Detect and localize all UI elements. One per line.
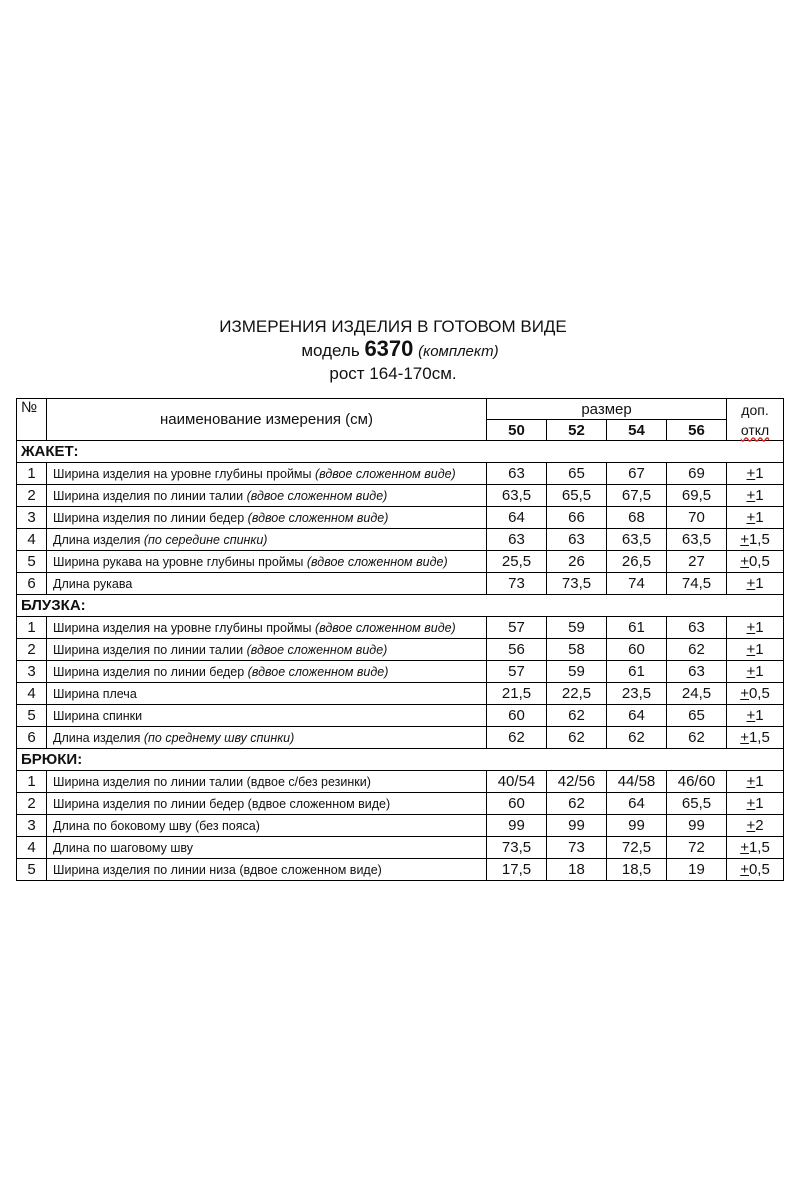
measurement-name-cell (47, 793, 487, 815)
deviation-value: 1 (755, 773, 764, 790)
plus-minus-sign: + (746, 487, 756, 504)
deviation-cell (727, 859, 784, 881)
measurement-name: Длина изделия (53, 730, 144, 745)
size-value: 59 (547, 661, 607, 683)
table-row (17, 859, 784, 881)
size-value: 69 (667, 463, 727, 485)
deviation-cell (727, 463, 784, 485)
plus-minus-sign: + (740, 729, 749, 746)
measurement-note: (вдвое сложенном виде) (314, 620, 456, 635)
section-row (17, 595, 784, 617)
measurement-name-cell (47, 463, 487, 485)
size-value: 69,5 (667, 485, 727, 507)
measurement-name: Длина рукава (53, 576, 133, 591)
row-number: 1 (17, 771, 47, 793)
deviation-value: 1,5 (748, 729, 770, 746)
header-row (17, 399, 784, 420)
header-size-56: 56 (667, 420, 727, 441)
size-value: 61 (607, 661, 667, 683)
plus-minus-sign: + (740, 531, 749, 548)
table-row (17, 705, 784, 727)
size-value: 62 (667, 639, 727, 661)
plus-minus-sign: + (746, 575, 756, 592)
header-deviation-line1: доп. (741, 401, 769, 418)
row-number: 2 (17, 639, 47, 661)
size-value: 67,5 (607, 485, 667, 507)
table-row (17, 639, 784, 661)
size-value: 64 (607, 705, 667, 727)
size-value: 18,5 (607, 859, 667, 881)
measurement-name: Ширина изделия по линии бедер (вдвое сложенном виде) (53, 796, 391, 811)
size-value: 99 (547, 815, 607, 837)
deviation-value: 1 (755, 795, 764, 812)
section-row (17, 749, 784, 771)
size-value: 22,5 (547, 683, 607, 705)
plus-minus-sign: + (740, 861, 749, 878)
size-value: 73,5 (487, 837, 547, 859)
header-size-52: 52 (547, 420, 607, 441)
table-row (17, 661, 784, 683)
deviation-cell (727, 529, 784, 551)
table-row (17, 485, 784, 507)
size-value: 59 (547, 617, 607, 639)
size-value: 61 (607, 617, 667, 639)
deviation-value: 2 (755, 817, 764, 834)
measurement-name: Длина по шаговому шву (53, 840, 194, 855)
deviation-value: 1 (755, 707, 764, 724)
size-value: 63 (547, 529, 607, 551)
table-row (17, 793, 784, 815)
deviation-value: 1 (755, 641, 764, 658)
deviation-cell (727, 727, 784, 749)
measurement-note: (вдвое сложенном виде) (246, 488, 388, 503)
measurement-name: Длина изделия (53, 532, 144, 547)
table-row (17, 727, 784, 749)
measurement-note: (вдвое сложенном виде) (247, 664, 389, 679)
size-value: 19 (667, 859, 727, 881)
size-value: 42/56 (547, 771, 607, 793)
row-number: 4 (17, 837, 47, 859)
size-value: 62 (547, 705, 607, 727)
deviation-value: 1 (755, 487, 764, 504)
measurement-name-cell (47, 507, 487, 529)
plus-minus-sign: + (746, 795, 756, 812)
size-value: 56 (487, 639, 547, 661)
size-value: 62 (547, 793, 607, 815)
title-block (0, 316, 800, 385)
size-value: 63 (487, 463, 547, 485)
measurement-name-cell (47, 529, 487, 551)
section-row (17, 441, 784, 463)
size-value: 57 (487, 661, 547, 683)
deviation-cell (727, 485, 784, 507)
header-name: наименование измерения (см) (47, 399, 487, 441)
plus-minus-sign: + (746, 663, 756, 680)
size-value: 74 (607, 573, 667, 595)
measurement-name-cell (47, 573, 487, 595)
deviation-value: 0,5 (748, 861, 770, 878)
table-row (17, 551, 784, 573)
measurement-name-cell (47, 683, 487, 705)
row-number: 1 (17, 617, 47, 639)
measurement-name: Ширина изделия на уровне глубины проймы (53, 620, 315, 635)
deviation-cell (727, 573, 784, 595)
size-value: 60 (487, 793, 547, 815)
measurement-note: (по среднему шву спинки) (143, 730, 295, 745)
table-row (17, 507, 784, 529)
deviation-cell (727, 551, 784, 573)
deviation-value: 0,5 (748, 553, 770, 570)
size-value: 46/60 (667, 771, 727, 793)
size-value: 60 (487, 705, 547, 727)
measurement-note: (по середине спинки) (143, 532, 268, 547)
plus-minus-sign: + (746, 619, 756, 636)
plus-minus-sign: + (740, 553, 749, 570)
measurement-note: (вдвое сложенном виде) (246, 642, 388, 657)
size-value: 63 (667, 617, 727, 639)
size-value: 74,5 (667, 573, 727, 595)
measurement-name-cell (47, 551, 487, 573)
row-number: 5 (17, 859, 47, 881)
size-value: 66 (547, 507, 607, 529)
deviation-value: 1 (755, 575, 764, 592)
deviation-value: 1 (755, 619, 764, 636)
measurements-table (16, 398, 784, 881)
deviation-value: 1 (755, 509, 764, 526)
header-deviation-line2: откл (740, 421, 770, 438)
size-value: 62 (667, 727, 727, 749)
measurement-name: Ширина изделия по линии талии (вдвое с/без резинки) (53, 774, 371, 789)
deviation-value: 1 (755, 663, 764, 680)
deviation-value: 0,5 (748, 685, 770, 702)
deviation-cell (727, 617, 784, 639)
measurement-name: Ширина рукава на уровне глубины проймы (53, 554, 307, 569)
size-value: 23,5 (607, 683, 667, 705)
row-number: 4 (17, 683, 47, 705)
size-value: 62 (487, 727, 547, 749)
deviation-value: 1 (755, 465, 764, 482)
size-value: 17,5 (487, 859, 547, 881)
row-number: 4 (17, 529, 47, 551)
table-row (17, 529, 784, 551)
size-value: 73 (487, 573, 547, 595)
size-value: 18 (547, 859, 607, 881)
size-value: 65 (667, 705, 727, 727)
model-number: 6370 (364, 336, 414, 361)
measurement-name: Ширина изделия по линии бедер (53, 510, 248, 525)
size-value: 63 (487, 529, 547, 551)
header-size-54: 54 (607, 420, 667, 441)
plus-minus-sign: + (746, 509, 756, 526)
plus-minus-sign: + (740, 839, 749, 856)
deviation-cell (727, 661, 784, 683)
deviation-cell (727, 771, 784, 793)
header-size: размер (487, 399, 727, 420)
deviation-value: 1,5 (748, 839, 770, 856)
measurement-name: Ширина изделия по линии низа (вдвое сложенном виде) (53, 862, 382, 877)
size-value: 73,5 (547, 573, 607, 595)
page-title: ИЗМЕРЕНИЯ ИЗДЕЛИЯ В ГОТОВОМ ВИДЕ (219, 317, 567, 336)
size-value: 99 (607, 815, 667, 837)
measurement-name: Ширина изделия по линии бедер (53, 664, 248, 679)
row-number: 5 (17, 705, 47, 727)
table-row (17, 463, 784, 485)
size-value: 73 (547, 837, 607, 859)
size-value: 64 (487, 507, 547, 529)
header-size-50: 50 (487, 420, 547, 441)
size-value: 58 (547, 639, 607, 661)
plus-minus-sign: + (746, 773, 756, 790)
section-label: БРЮКИ: (17, 749, 784, 771)
plus-minus-sign: + (746, 465, 756, 482)
measurement-name-cell (47, 815, 487, 837)
measurement-name-cell (47, 859, 487, 881)
size-value: 62 (607, 727, 667, 749)
row-number: 2 (17, 485, 47, 507)
size-value: 26,5 (607, 551, 667, 573)
table-row (17, 837, 784, 859)
size-value: 40/54 (487, 771, 547, 793)
size-value: 99 (667, 815, 727, 837)
size-value: 72,5 (607, 837, 667, 859)
row-number: 2 (17, 793, 47, 815)
deviation-cell (727, 507, 784, 529)
measurement-name: Ширина плеча (53, 686, 137, 701)
header-no: № (17, 399, 47, 441)
measurement-name-cell (47, 771, 487, 793)
plus-minus-sign: + (746, 707, 756, 724)
deviation-cell (727, 639, 784, 661)
measurement-name-cell (47, 485, 487, 507)
size-value: 65,5 (667, 793, 727, 815)
size-value: 72 (667, 837, 727, 859)
size-value: 68 (607, 507, 667, 529)
size-value: 64 (607, 793, 667, 815)
size-value: 26 (547, 551, 607, 573)
measurement-name-cell (47, 661, 487, 683)
size-value: 63 (667, 661, 727, 683)
measurement-name: Ширина изделия по линии талии (53, 642, 247, 657)
deviation-cell (727, 705, 784, 727)
size-value: 25,5 (487, 551, 547, 573)
measurement-name-cell (47, 727, 487, 749)
size-value: 60 (607, 639, 667, 661)
table-row (17, 573, 784, 595)
measurement-name: Длина по боковому шву (без пояса) (53, 818, 260, 833)
size-value: 21,5 (487, 683, 547, 705)
measurement-name-cell (47, 617, 487, 639)
deviation-cell (727, 837, 784, 859)
table-row (17, 617, 784, 639)
plus-minus-sign: + (746, 817, 756, 834)
row-number: 6 (17, 727, 47, 749)
measurement-name-cell (47, 639, 487, 661)
row-number: 3 (17, 815, 47, 837)
section-label: БЛУЗКА: (17, 595, 784, 617)
table-row (17, 683, 784, 705)
size-value: 65,5 (547, 485, 607, 507)
measurement-name: Ширина изделия на уровне глубины проймы (53, 466, 315, 481)
deviation-value: 1,5 (748, 531, 770, 548)
section-label: ЖАКЕТ: (17, 441, 784, 463)
deviation-cell (727, 683, 784, 705)
size-value: 44/58 (607, 771, 667, 793)
row-number: 5 (17, 551, 47, 573)
measurement-note: (вдвое сложенном виде) (247, 510, 389, 525)
model-label: модель (301, 341, 360, 360)
size-value: 63,5 (667, 529, 727, 551)
measurement-name: Ширина изделия по линии талии (53, 488, 247, 503)
table-row (17, 815, 784, 837)
header-deviation (727, 399, 784, 441)
size-value: 57 (487, 617, 547, 639)
plus-minus-sign: + (740, 685, 749, 702)
height-line: рост 164-170см. (329, 364, 457, 383)
size-value: 62 (547, 727, 607, 749)
deviation-cell (727, 793, 784, 815)
measurement-name-cell (47, 705, 487, 727)
measurement-name: Ширина спинки (53, 708, 143, 723)
model-line (0, 338, 800, 363)
row-number: 3 (17, 661, 47, 683)
measurement-name-cell (47, 837, 487, 859)
measurement-note: (вдвое сложенном виде) (306, 554, 448, 569)
deviation-cell (727, 815, 784, 837)
plus-minus-sign: + (746, 641, 756, 658)
size-value: 70 (667, 507, 727, 529)
size-value: 24,5 (667, 683, 727, 705)
model-note: (комплект) (418, 343, 499, 360)
size-value: 65 (547, 463, 607, 485)
size-value: 63,5 (607, 529, 667, 551)
measurement-note: (вдвое сложенном виде) (314, 466, 456, 481)
size-value: 67 (607, 463, 667, 485)
row-number: 6 (17, 573, 47, 595)
row-number: 1 (17, 463, 47, 485)
row-number: 3 (17, 507, 47, 529)
size-value: 27 (667, 551, 727, 573)
table-row (17, 771, 784, 793)
size-value: 63,5 (487, 485, 547, 507)
size-value: 99 (487, 815, 547, 837)
